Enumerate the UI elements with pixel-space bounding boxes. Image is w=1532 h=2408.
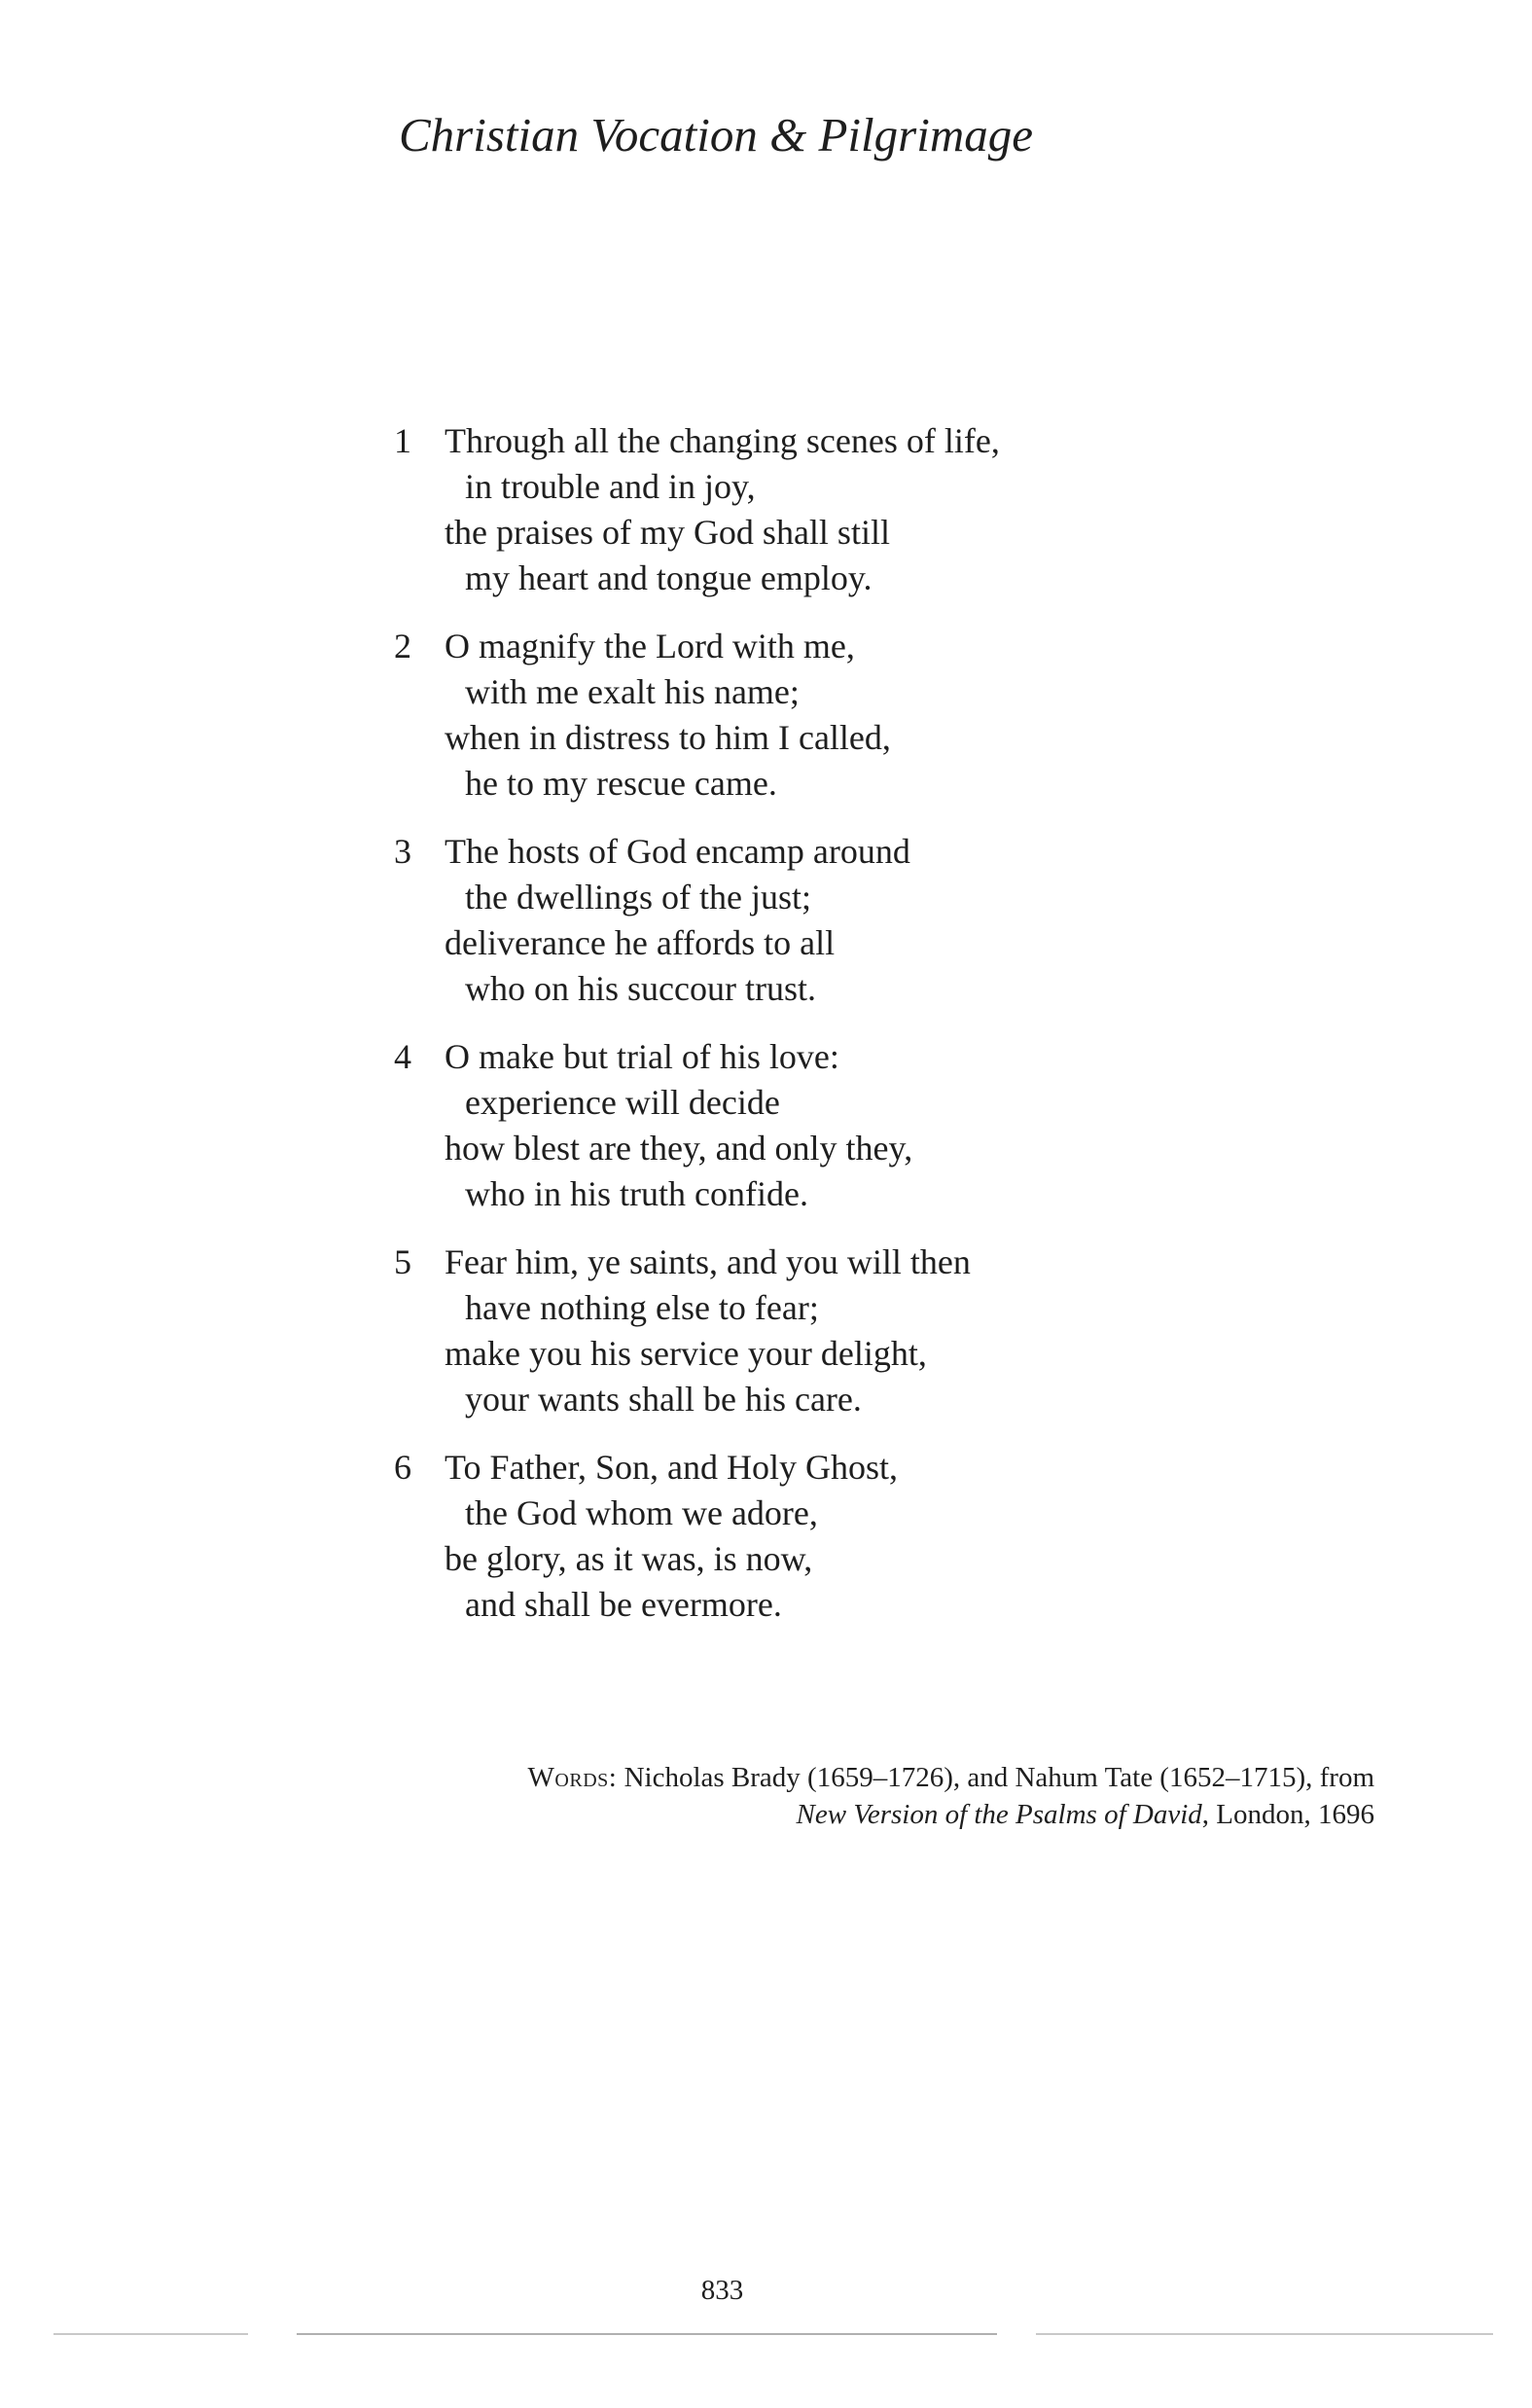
verse-line: experience will decide bbox=[465, 1083, 780, 1122]
verse-line: make you his service your delight, bbox=[445, 1334, 927, 1373]
verse-line: the God whom we adore, bbox=[465, 1493, 818, 1532]
verse-line: who in his truth confide. bbox=[465, 1174, 808, 1213]
verse-line: the dwellings of the just; bbox=[465, 878, 811, 916]
verse-line: Through all the changing scenes of life, bbox=[445, 421, 1000, 460]
credit-source-title: New Version of the Psalms of David bbox=[796, 1799, 1202, 1830]
verse-number: 6 bbox=[394, 1448, 411, 1487]
verse-line: O make but trial of his love: bbox=[445, 1037, 839, 1076]
page-number: 833 bbox=[700, 2275, 744, 2306]
credit-label: Words: bbox=[527, 1762, 618, 1793]
page-title: Christian Vocation & Pilgrimage bbox=[399, 108, 1033, 162]
verse-line: have nothing else to fear; bbox=[465, 1288, 819, 1327]
verse-line: in trouble and in joy, bbox=[465, 467, 756, 506]
footer-rule-center bbox=[297, 2333, 997, 2335]
verse-line: deliverance he affords to all bbox=[445, 923, 836, 962]
verse-line: when in distress to him I called, bbox=[445, 718, 891, 757]
verse-number: 5 bbox=[394, 1242, 411, 1281]
verse-line: Fear him, ye saints, and you will then bbox=[445, 1242, 971, 1281]
verse-line: The hosts of God encamp around bbox=[445, 832, 910, 871]
verse-line: how blest are they, and only they, bbox=[445, 1129, 913, 1168]
verse-number: 4 bbox=[394, 1037, 411, 1076]
footer-rule-right bbox=[1036, 2333, 1493, 2335]
footer-rule-left bbox=[53, 2333, 248, 2335]
credit-line-1 bbox=[0, 1759, 1374, 1796]
verse-line: be glory, as it was, is now, bbox=[445, 1539, 813, 1578]
verse-number: 3 bbox=[394, 832, 411, 871]
verse-line: the praises of my God shall still bbox=[445, 513, 890, 552]
words-credit bbox=[0, 1759, 1374, 1833]
verse-line: To Father, Son, and Holy Ghost, bbox=[445, 1448, 899, 1487]
credit-line-2 bbox=[0, 1796, 1374, 1833]
verse-line: he to my rescue came. bbox=[465, 764, 777, 803]
credit-authors: Nicholas Brady (1659–1726), and Nahum Tate (1652–1715), from bbox=[617, 1762, 1374, 1793]
verse-line: O magnify the Lord with me, bbox=[445, 627, 855, 665]
verse-line: and shall be evermore. bbox=[465, 1585, 782, 1624]
verse-line: your wants shall be his care. bbox=[465, 1380, 862, 1419]
credit-source-rest: , London, 1696 bbox=[1201, 1799, 1374, 1830]
verse-number: 1 bbox=[394, 421, 411, 460]
verse-number: 2 bbox=[394, 627, 411, 665]
verse-line: who on his succour trust. bbox=[465, 969, 816, 1008]
verse-line: my heart and tongue employ. bbox=[465, 558, 873, 597]
verse-line: with me exalt his name; bbox=[465, 672, 800, 711]
